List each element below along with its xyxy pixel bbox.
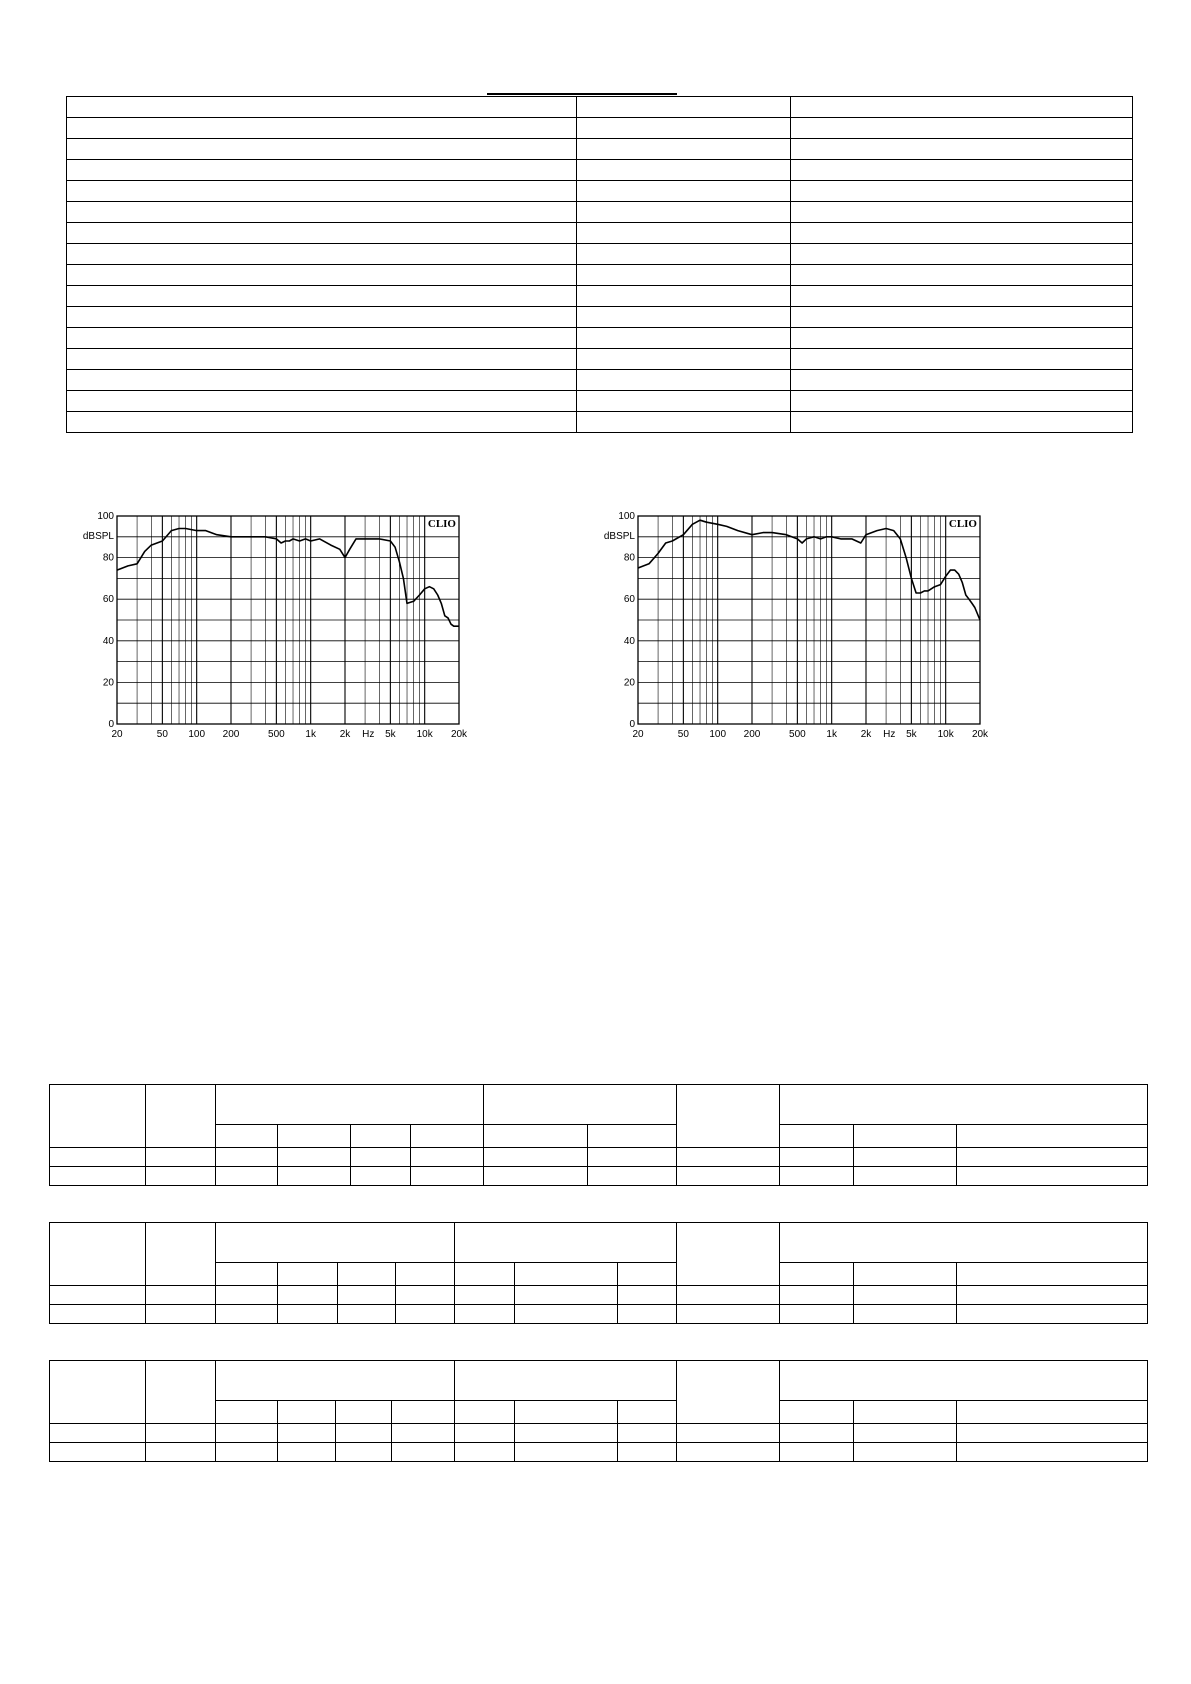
spec-row [67,307,1133,328]
y-tick-label: 60 [623,594,635,606]
pt2-group-1 [216,1223,455,1263]
pt3-group-1 [216,1361,455,1401]
x-tick-label: 100 [709,729,727,740]
x-tick-label: 20k [450,729,468,740]
table-row [50,1167,1148,1186]
spec-row [67,160,1133,181]
spec-row [67,265,1133,286]
parameter-table-3 [49,1360,1148,1462]
pt2-head-b [146,1223,216,1286]
table-row [50,1424,1148,1443]
table-row [50,1443,1148,1462]
pt3-head-c [677,1361,780,1424]
x-tick-label: 5k [906,729,917,740]
y-tick-label: 0 [629,719,635,730]
pt3-head-a [50,1361,146,1424]
x-tick-label: 20k [971,729,989,740]
series-line [117,529,459,627]
x-tick-label: 50 [677,729,689,740]
y-tick-label: 100 [618,511,635,522]
pt2-group-2 [455,1223,677,1263]
parameter-table-2 [49,1222,1148,1324]
spec-row [67,286,1133,307]
title-underline [487,93,677,95]
table-row [50,1305,1148,1324]
chart-2-svg [603,510,1044,790]
y-tick-label: 20 [623,677,635,689]
y-tick-label: 100 [97,511,114,522]
x-tick-label: 1k [826,729,837,740]
pt3-group-3 [780,1361,1148,1401]
spec-row [67,412,1133,433]
y-tick-label: 20 [102,677,114,689]
pt1-group-3 [780,1085,1148,1125]
x-axis-label: Hz [362,729,375,740]
chart-1-svg [82,510,523,790]
x-tick-label: 20 [111,729,123,740]
x-tick-label: 5k [385,729,396,740]
series-line [638,520,980,620]
y-axis-label: dBSPL [82,531,114,542]
pt2-group-3 [780,1223,1148,1263]
clio-brand-label: CLIO [427,518,456,530]
y-tick-label: 80 [102,552,114,564]
grid [117,516,459,724]
pt3-head-b [146,1361,216,1424]
spec-row [67,391,1133,412]
spec-row [67,349,1133,370]
x-tick-label: 10k [416,729,433,740]
frequency-response-chart-1 [82,510,523,790]
pt1-head-a [50,1085,146,1148]
grid [638,516,980,724]
x-tick-label: 500 [789,729,806,740]
spec-row [67,97,1133,118]
x-tick-label: 2k [339,729,351,740]
x-tick-label: 200 [743,729,761,740]
x-axis-label: Hz [883,729,896,740]
spec-row [67,223,1133,244]
y-tick-label: 0 [108,719,114,730]
frequency-response-chart-2 [603,510,1044,790]
y-axis-label: dBSPL [603,531,635,542]
x-tick-label: 200 [222,729,240,740]
x-tick-label: 1k [305,729,316,740]
spec-table [66,96,1133,433]
pt1-head-c [677,1085,780,1148]
pt1-group-1 [216,1085,484,1125]
x-tick-label: 500 [268,729,285,740]
pt1-head-b [146,1085,216,1148]
spec-row [67,328,1133,349]
y-tick-label: 40 [102,635,114,647]
spec-row [67,139,1133,160]
y-tick-label: 40 [623,635,635,647]
spec-row [67,370,1133,391]
x-tick-label: 50 [156,729,168,740]
spec-row [67,181,1133,202]
spec-row [67,244,1133,265]
pt1-group-2 [484,1085,677,1125]
y-tick-label: 60 [102,594,114,606]
y-tick-label: 80 [623,552,635,564]
clio-brand-label: CLIO [948,518,977,530]
spec-row [67,202,1133,223]
pt3-group-2 [455,1361,677,1401]
parameter-table-1 [49,1084,1148,1186]
pt2-head-a [50,1223,146,1286]
pt2-head-c [677,1223,780,1286]
spec-row [67,118,1133,139]
table-row [50,1148,1148,1167]
x-tick-label: 20 [632,729,644,740]
x-tick-label: 100 [188,729,206,740]
x-tick-label: 2k [860,729,872,740]
table-row [50,1286,1148,1305]
x-tick-label: 10k [937,729,954,740]
